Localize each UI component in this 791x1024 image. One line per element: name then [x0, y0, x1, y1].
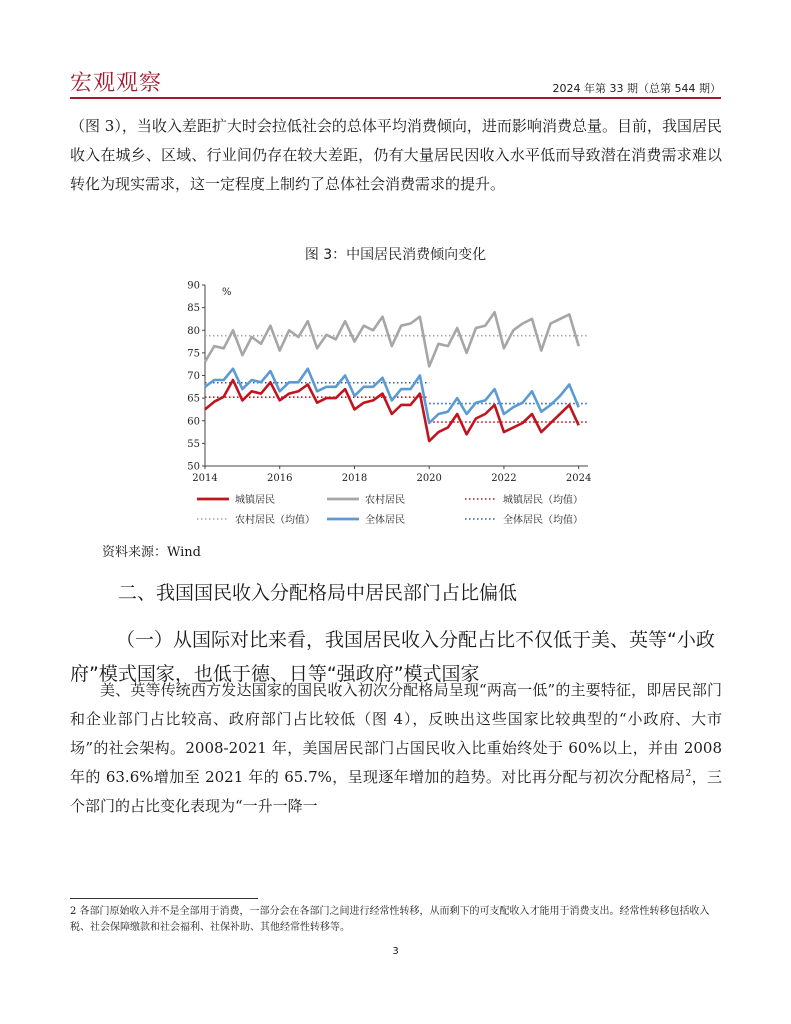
y-tick-label: 55: [187, 438, 200, 450]
y-axis-unit: %: [222, 287, 232, 298]
x-tick-label: 2014: [192, 473, 218, 484]
y-tick-label: 65: [187, 393, 200, 405]
x-tick-label: 2016: [267, 473, 293, 484]
x-tick-label: 2024: [565, 473, 592, 484]
section-heading: 二、我国国民收入分配格局中居民部门占比偏低: [118, 582, 518, 604]
legend-label: 全体居民: [365, 515, 405, 526]
series-line-农村居民: [205, 312, 579, 366]
y-tick-label: 90: [187, 280, 200, 292]
footnote-2: 2 各部门原始收入并不是全部用于消费，一部分会在各部门之间进行经常性转移，从而剩下的可支配收入才能用于消费支出。经常性转移包括收入税、社会保障缴款和社会福利、社保补助、其他经常性转移等。: [70, 906, 710, 933]
page-number: 3: [392, 946, 399, 957]
subsection-heading: （一）从国际对比来看，我国居民收入分配占比不仅低于美、英等“小政府”模式国家，也低于德、日等“强政府”模式国家: [70, 629, 715, 685]
x-tick-label: 2022: [491, 473, 517, 484]
y-tick-label: 80: [187, 325, 200, 337]
y-tick-label: 60: [187, 416, 200, 428]
header-divider: [70, 97, 721, 99]
legend-label: 城镇居民（均值）: [503, 495, 583, 506]
legend-label: 农村居民（均值）: [235, 515, 315, 526]
consumption-propensity-chart: [185, 277, 605, 535]
legend-label: 农村居民: [365, 495, 405, 506]
paragraph-2-tail: ，三个部门的占比变化表现为“一升一降一: [70, 768, 722, 815]
legend-label: 城镇居民: [235, 495, 275, 506]
paragraph-2-main: 美、英等传统西方发达国家的国民收入初次分配格局呈现“两高一低”的主要特征，即居民部门和企业部门占比较高、政府部门占比较低（图 4），反映出这些国家比较典型的“小政府、大市场”的社会架构。2008-2021 年，美国居民部门占国民收入比重始终处于 60%以上，并由 2008 年的 63.6%增加至 2021 年的 65.7%，呈现逐年增加的趋势。对比再分配与初次分配格局: [70, 681, 722, 786]
figure-source: 资料来源：Wind: [102, 545, 201, 560]
issue-number: 2024 年第 33 期（总第 544 期）: [552, 82, 721, 95]
x-tick-label: 2020: [416, 473, 442, 484]
body-paragraph-1: （图 3），当收入差距扩大时会拉低社会的总体平均消费倾向，进而影响消费总量。目前，我国居民收入在城乡、区域、行业间仍存在较大差距，仍有大量居民因收入水平低而导致潜在消费需求难以转化为现实需求，这一定程度上制约了总体社会消费需求的提升。: [70, 117, 722, 193]
footnote-divider: [70, 898, 258, 899]
y-tick-label: 85: [187, 303, 200, 315]
body-paragraph-2: [70, 676, 722, 821]
figure-title: 图 3：中国居民消费倾向变化: [304, 247, 487, 263]
y-tick-label: 75: [187, 348, 200, 360]
x-tick-label: 2018: [341, 473, 368, 484]
legend-label: 全体居民（均值）: [503, 515, 583, 526]
y-tick-label: 50: [187, 461, 200, 473]
y-tick-label: 70: [187, 371, 200, 382]
footnote-ref[interactable]: 2: [685, 769, 692, 779]
report-series-title: 宏观观察: [70, 71, 163, 96]
series-line-城镇居民: [205, 380, 579, 441]
